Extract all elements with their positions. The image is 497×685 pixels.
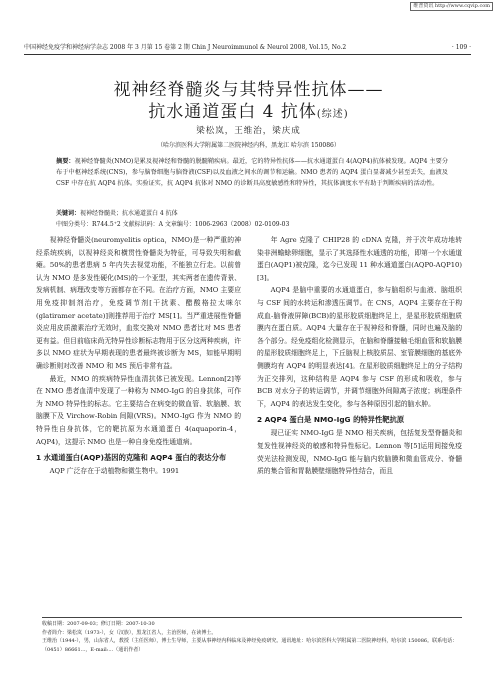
paragraph: 最近，NMO 的疾病特异性血清抗体已被发现。Lennon[2]等在 NMO 患者血清中发现了一种称为 NMO-IgG 的自身抗体，可作为 NMO 特异性的标志。它主要结合在病变的微血管、软脑膜、软脑膜下及 Virchow-Robin 间隙(VRS)。NMO-IgG 作为 NMO 的特异性自身抗体，它的靶抗原为水通道蛋白 4(aquaporin-4，AQP4)，这提示 NMO 也是一种自身免疫性通道病。 xyxy=(36,374,241,446)
abstract-text: 视神经脊髓炎(NMO)是累及视神经和脊髓的脱髓鞘疾病。最近，它的特异性抗体——抗水通道蛋白 4(AQP4)抗体被发现。AQP4 主要分布于中枢神经系统(CNS)，参与脑脊细胞与脑脊液(CSF)以及血液之间水的调节和运输。NMO 患者的 AQP4 蛋白显著减少甚至丢失，血液及 CSF 中存在抗 AQP4 抗体。实验证实，抗 AQP4 抗体对 NMO 的诊断具高度敏感性和特异性，其抗体滴度水平有助于判断疾病的活动性。 xyxy=(56,158,449,188)
watermark: 维普资讯 http://www.cqvip.com xyxy=(410,2,493,11)
classification-line: 中图分类号：R744.5⁺2 文献标识码：A 文章编号：1006-2963（2008）02-0109-03 xyxy=(56,221,290,228)
paragraph: 视神经脊髓炎(neuromyelitis optica，NMO)是一种严重的神经系统疾病，以视神经炎和横贯性脊髓炎为特征，可导致失明和截瘫。50%的患者患病 5 年内失去视觉功能，不能独立行走。以前曾认为 NMO 是多发性硬化(MS)的一个亚型，其实两者在遗传背景、发病机制、病理改变等方面都存在不同。在治疗方面，NMO 主要应用免疫抑制剂治疗，免疫调节剂[干扰素、醋酸格拉太咪尔(glatiramer acetate)]则推荐用于治疗 MS[1]。当严重进展性脊髓炎应用皮质激素治疗无效时，血浆交换对 NMO 患者比对 MS 患者更有益。但目前临床尚无特异性诊断标志物用于区分这两种疾病，许多以 NMO 症状为早期表现的患者最终被诊断为 MS，如能早期明确诊断则对改善 NMO 和 MS 预后非常有益。 xyxy=(36,236,241,370)
abstract-label: 摘要： xyxy=(56,158,75,165)
keywords-label: 关键词： xyxy=(56,210,81,217)
article-title-line-2 xyxy=(0,97,497,122)
title-main: 抗水通道蛋白 4 抗体 xyxy=(148,102,317,122)
section-heading: 2 AQP4 蛋白是 NMO-IgG 的特异性靶抗原 xyxy=(257,415,405,425)
left-column xyxy=(36,234,241,478)
keywords xyxy=(56,209,456,219)
keywords-text: 视神经脊髓炎；抗水通道蛋白 4 抗体 xyxy=(80,210,178,217)
section-heading: 1 水通道蛋白(AQP)基因的克隆和 AQP4 蛋白的表达分布 xyxy=(36,453,227,463)
article-title-line-1: 视神经脊髓炎与其特异性抗体—— xyxy=(113,80,384,100)
journal-citation: 中国神经免疫学和神经病学杂志 2008 年 3 月第 15 卷第 2 期 Chin J Neuroimmunol & Neurol 2008, Vol.15, No.2 xyxy=(24,44,347,51)
authors: 梁松岚，王维治，梁庆成 xyxy=(196,126,301,136)
paragraph: 现已证实 NMO-IgG 是 NMO 相关疾病，包括复发型脊髓炎和复发性视神经炎的敏感和特异性标记。Lennon 等[5]运用间接免疫荧光法检测发现，NMO-IgG 能与脑内软脑膜和微血管成分、脊髓质的集合管和胃黏膜壁细胞特异性结合，而且 xyxy=(257,429,462,476)
right-column xyxy=(257,234,462,478)
running-head xyxy=(24,44,471,55)
corresponding-author: 王维治（1944-），男，山东省人，教授（主任医师），博士生导师，主要从事神经内科临床及神经免疫研究。通讯地址：哈尔滨医科大学附属第二医院神经科，哈尔滨 150086。联系电话：（0451）86661...，E-mail:...（通讯作者） xyxy=(42,638,458,653)
abstract xyxy=(56,156,448,190)
paragraph: 年 Agre 克隆了 CHIP28 的 cDNA 克隆，并于次年成功地转染非洲蟾蜍卵细胞，显示了其选择性水通透的功能，即第一个水通道蛋白(AQP1)被克隆，迄今已发现 11 种水通道蛋白(AQP0-AQP10)[3]。 xyxy=(257,236,462,282)
paragraph: AQP4 是脑中重要的水通道蛋白，参与脑组织与血液、脑组织与 CSF 间的水转运和渗透压调节。在 CNS，AQP4 主要存在于构成血-脑脊液屏障(BCB)的星形胶质细胞终足上，是星形胶质细胞质膜内在蛋白质。AQP4 大量存在于视神经和脊髓，同时也遍及脑的各个部分。经免疫组化检测显示，在脑和脊髓接触毛细血管和软脑膜的星形胶质细胞终足上，下丘脑视上核胶质层、室管膜细胞的基底外侧膜均有 AQP4 的明显表达[4]。在星形胶质细胞终足上的分子结构为正交排列，这种结构是 AQP4 参与 CSF 的形成和吸收，参与 BCB 对水分子的转运调节，并调节细胞外间隙离子浓度；病理条件下，AQP4 的表达发生变化，参与各种原因引起的脑水肿。 xyxy=(257,286,462,408)
author-bio: 作者简介：梁松岚（1973-），女（汉族），黑龙江省人，主治医师，在读博士。 xyxy=(42,629,217,636)
page-number: · 109 · xyxy=(451,44,471,51)
received-date: 收稿日期：2007-09-03；修订日期：2007-10-30 xyxy=(42,621,155,627)
affiliation: （哈尔滨医科大学附属第二医院神经内科，黑龙江 哈尔滨 150086） xyxy=(157,142,340,149)
title-tag: (综述) xyxy=(316,109,349,120)
footnotes xyxy=(42,617,462,654)
paragraph: AQP 广泛存在于动植物和微生物中。1991 xyxy=(49,467,180,476)
